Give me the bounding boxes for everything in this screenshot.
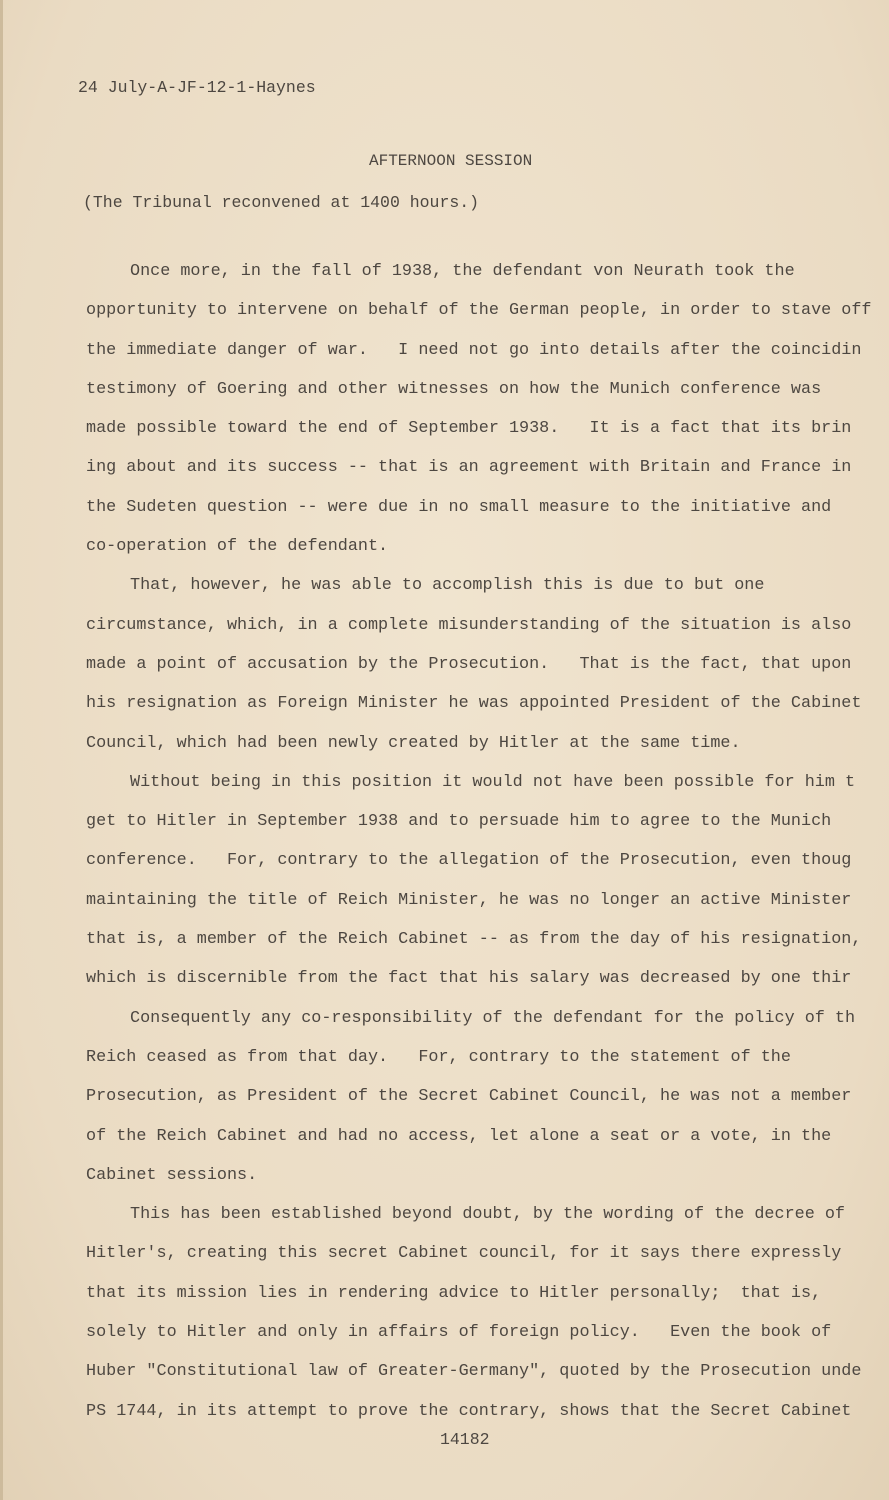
text-line: maintaining the title of Reich Minister, he was no longer an active Minister: [86, 890, 852, 910]
text-line: Prosecution, as President of the Secret Cabinet Council, he was not a member: [86, 1087, 852, 1107]
text-line: Huber "Constitutional law of Greater-Germany", quoted by the Prosecution unde: [86, 1362, 862, 1382]
text-line: ing about and its success -- that is an agreement with Britain and France in: [86, 458, 852, 478]
text-line: of the Reich Cabinet and had no access, let alone a seat or a vote, in the: [86, 1126, 832, 1146]
text-line: the immediate danger of war. I need not go into details after the coincidin: [86, 340, 862, 360]
text-line: Without being in this position it would not have been possible for him t: [130, 772, 856, 792]
text-line: made possible toward the end of September 1938. It is a fact that its brin: [86, 419, 852, 439]
text-line: Hitler's, creating this secret Cabinet council, for it says there expressly: [86, 1244, 842, 1264]
text-line: opportunity to intervene on behalf of the German people, in order to stave off: [86, 301, 872, 321]
text-line: Consequently any co-responsibility of the defendant for the policy of th: [130, 1008, 856, 1028]
session-note: (The Tribunal reconvened at 1400 hours.): [83, 193, 480, 212]
text-line: get to Hitler in September 1938 and to persuade him to agree to the Munich: [86, 812, 832, 832]
text-line: circumstance, which, in a complete misunderstanding of the situation is also: [86, 615, 852, 635]
text-line: co-operation of the defendant.: [86, 537, 389, 557]
text-line: his resignation as Foreign Minister he was appointed President of the Cabinet: [86, 694, 862, 714]
text-line: that is, a member of the Reich Cabinet -- as from the day of his resignation,: [86, 930, 862, 950]
text-line: This has been established beyond doubt, by the wording of the decree of: [130, 1205, 845, 1225]
document-body: [86, 252, 872, 1431]
text-line: PS 1744, in its attempt to prove the contrary, shows that the Secret Cabinet: [86, 1401, 852, 1421]
text-line: the Sudeten question -- were due in no small measure to the initiative and: [86, 497, 832, 517]
text-line: Once more, in the fall of 1938, the defendant von Neurath took the: [130, 262, 795, 281]
text-line: testimony of Goering and other witnesses on how the Munich conference was: [86, 379, 822, 399]
text-line: which is discernible from the fact that his salary was decreased by one thir: [86, 969, 852, 989]
text-line: Cabinet sessions.: [86, 1165, 258, 1185]
session-title: AFTERNOON SESSION: [369, 152, 533, 170]
text-line: made a point of accusation by the Prosecution. That is the fact, that upon: [86, 654, 852, 674]
document-reference: 24 July-A-JF-12-1-Haynes: [78, 78, 316, 97]
page-edge: [0, 0, 3, 1500]
text-line: That, however, he was able to accomplish this is due to but one: [130, 576, 765, 596]
text-line: that its mission lies in rendering advice to Hitler personally; that is,: [86, 1283, 822, 1303]
text-line: solely to Hitler and only in affairs of foreign policy. Even the book of: [86, 1323, 832, 1343]
text-line: Reich ceased as from that day. For, contrary to the statement of the: [86, 1047, 791, 1067]
text-line: conference. For, contrary to the allegation of the Prosecution, even thoug: [86, 851, 852, 871]
page-number: 14182: [440, 1430, 490, 1449]
text-line: Council, which had been newly created by Hitler at the same time.: [86, 733, 741, 753]
